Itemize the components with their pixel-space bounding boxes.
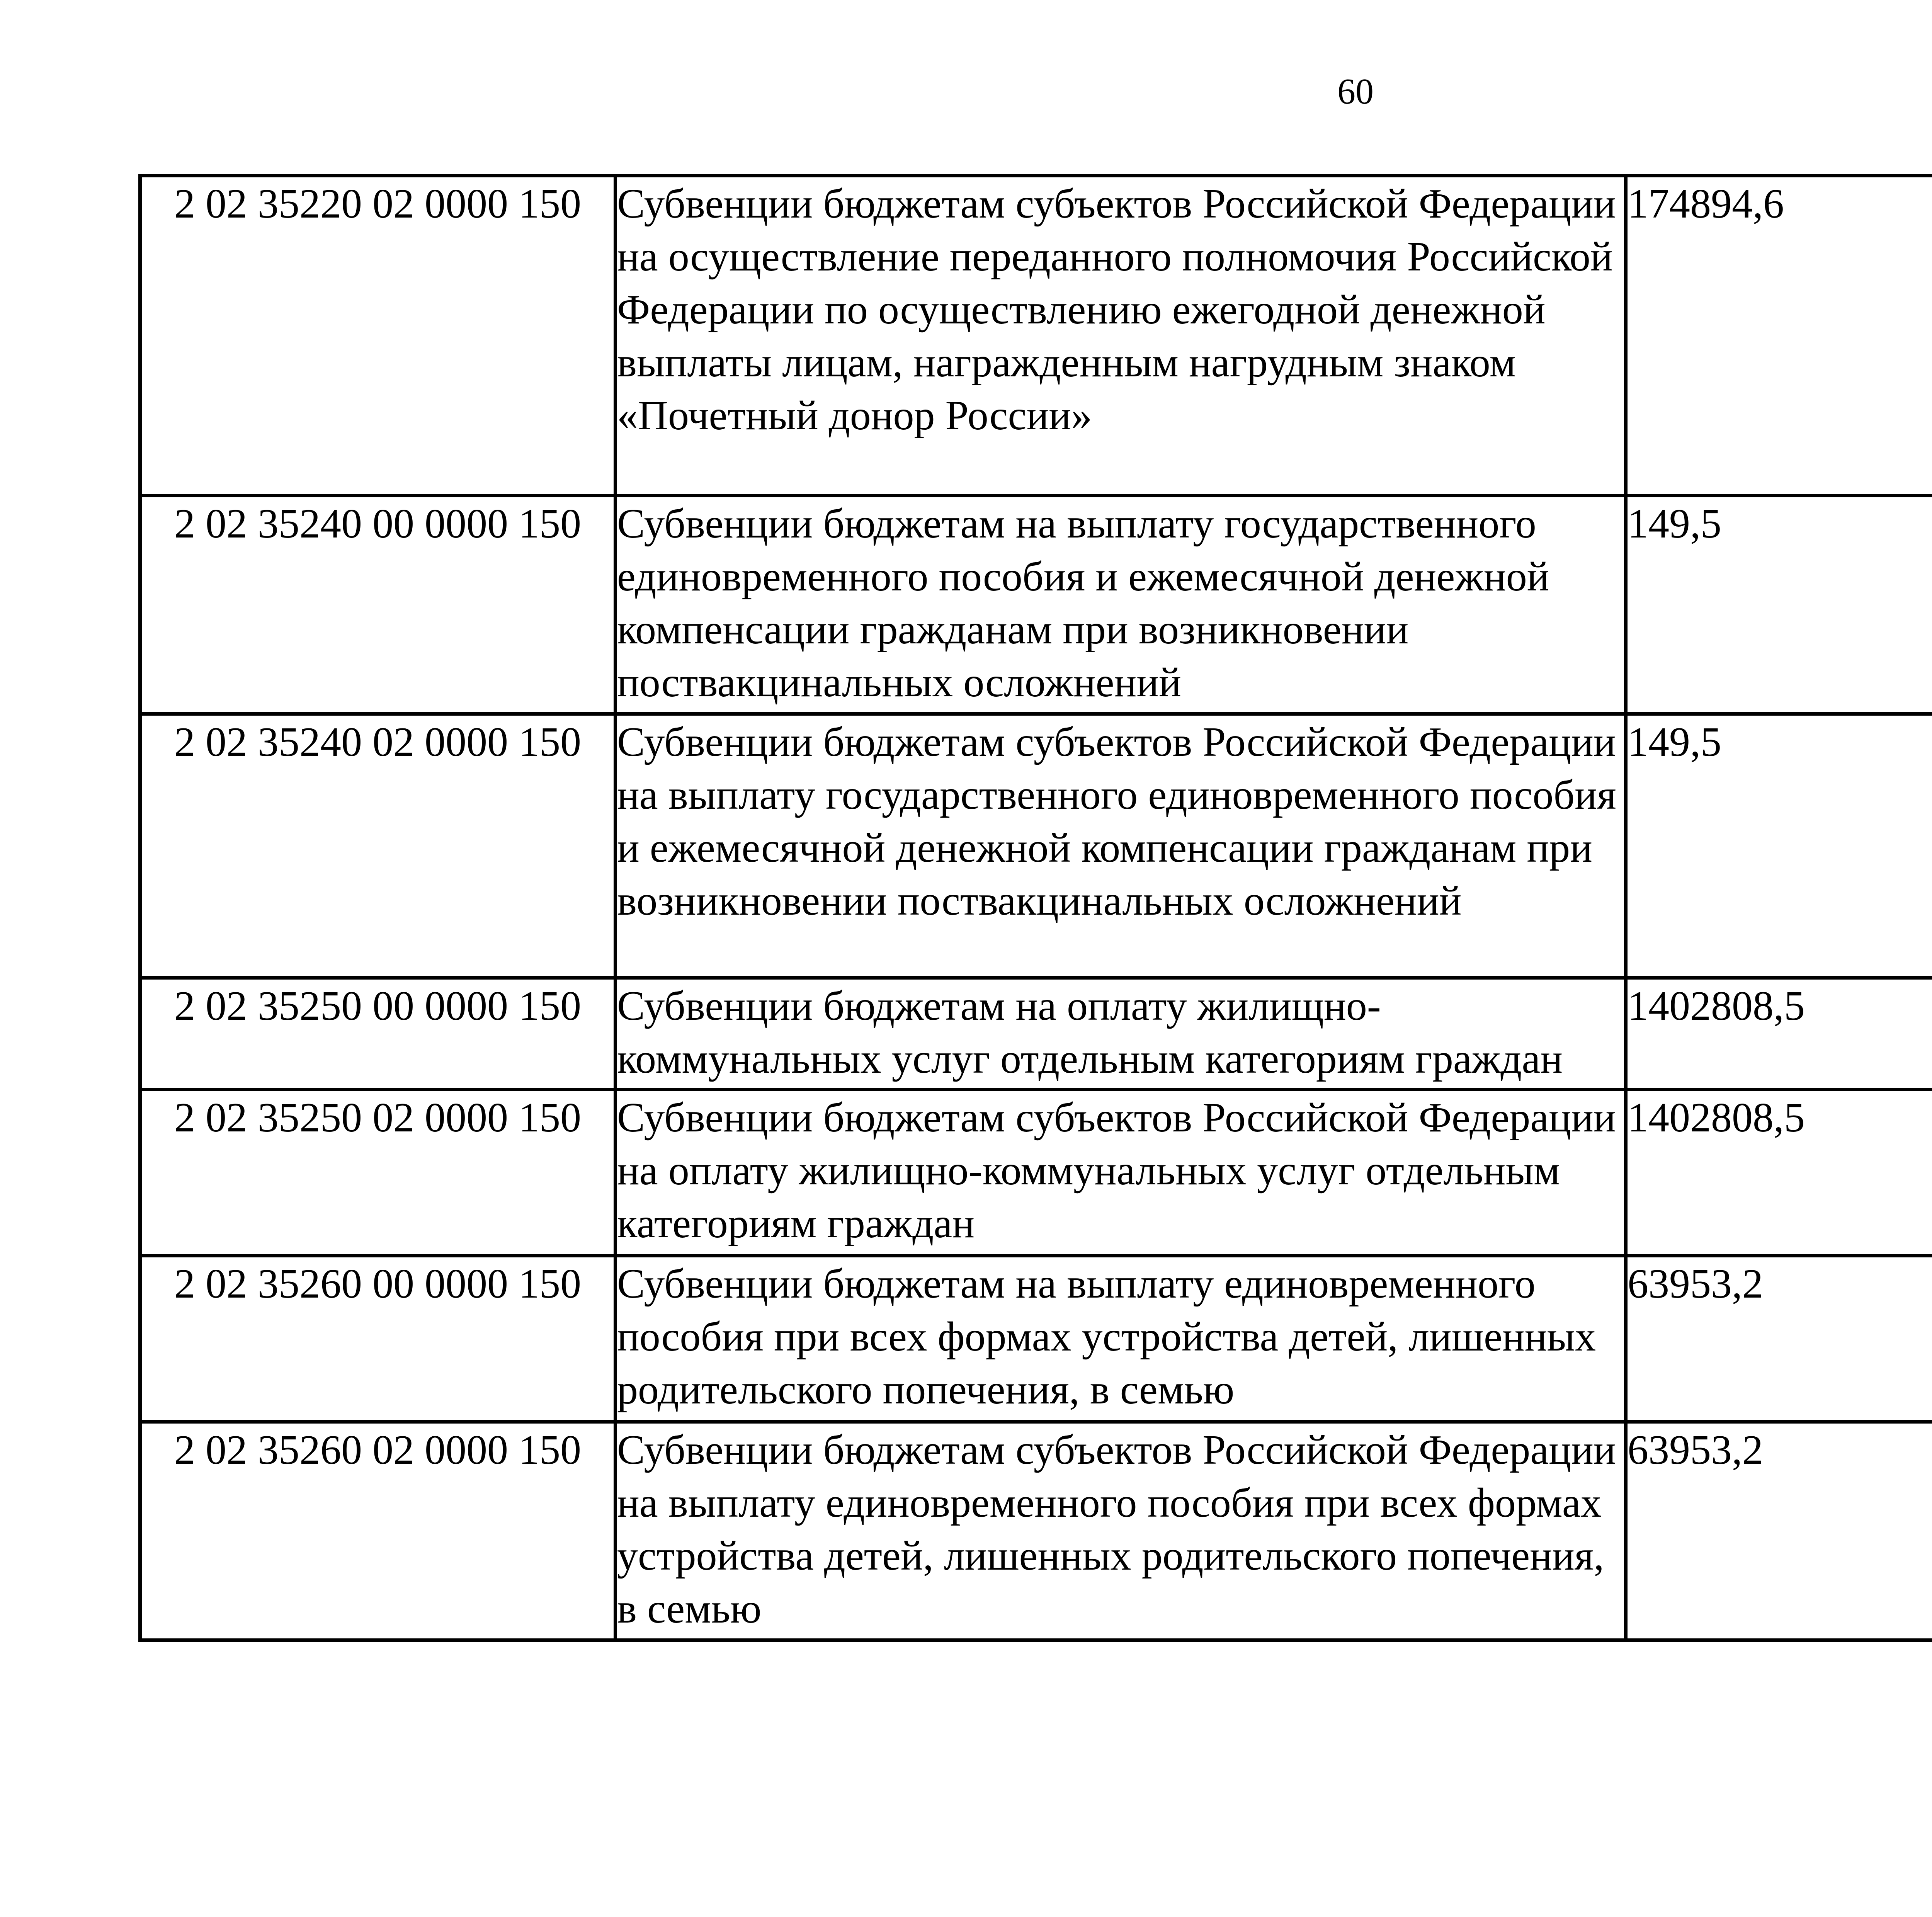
value-col-1: 174894,6 bbox=[1626, 176, 1932, 496]
row-description: Субвенции бюджетам на оплату жилищно-коммунальных услуг отдельным категориям граждан bbox=[616, 978, 1626, 1090]
value-col-1: 1402808,5 bbox=[1626, 978, 1932, 1090]
budget-code: 2 02 35220 02 0000 150 bbox=[140, 176, 616, 496]
page-number: 60 bbox=[1337, 71, 1374, 112]
budget-code: 2 02 35260 00 0000 150 bbox=[140, 1256, 616, 1422]
row-description: Субвенции бюджетам субъектов Российской Федерации на выплату единовременного пособия при всех формах устройства детей, лишенных родительского попечения, в семью bbox=[616, 1422, 1626, 1640]
value-col-1: 1402808,5 bbox=[1626, 1090, 1932, 1256]
table-row bbox=[140, 176, 1932, 496]
row-description: Субвенции бюджетам на выплату единовременного пособия при всех формах устройства детей, лишенных родительского попечения, в семью bbox=[616, 1256, 1626, 1422]
table-row bbox=[140, 496, 1932, 714]
value-col-1: 149,5 bbox=[1626, 496, 1932, 714]
table-row bbox=[140, 978, 1932, 1090]
table-row bbox=[140, 714, 1932, 978]
budget-code: 2 02 35240 02 0000 150 bbox=[140, 714, 616, 978]
value-col-1: 63953,2 bbox=[1626, 1256, 1932, 1422]
budget-table bbox=[138, 174, 1932, 1642]
row-description: Субвенции бюджетам субъектов Российской Федерации на осуществление переданного полномочия Российской Федерации по осуществлению ежегодной денежной выплаты лицам, награжденным нагрудным знаком «Почетный донор России» bbox=[616, 176, 1626, 496]
table-row bbox=[140, 1090, 1932, 1256]
row-description: Субвенции бюджетам субъектов Российской Федерации на оплату жилищно-коммунальных услуг отдельным категориям граждан bbox=[616, 1090, 1626, 1256]
budget-code: 2 02 35250 02 0000 150 bbox=[140, 1090, 616, 1256]
table-row bbox=[140, 1256, 1932, 1422]
budget-code: 2 02 35240 00 0000 150 bbox=[140, 496, 616, 714]
budget-code: 2 02 35250 00 0000 150 bbox=[140, 978, 616, 1090]
row-description: Субвенции бюджетам на выплату государственного единовременного пособия и ежемесячной денежной компенсации гражданам при возникновении поствакцинальных осложнений bbox=[616, 496, 1626, 714]
table-row bbox=[140, 1422, 1932, 1640]
value-col-1: 63953,2 bbox=[1626, 1422, 1932, 1640]
row-description: Субвенции бюджетам субъектов Российской Федерации на выплату государственного единовременного пособия и ежемесячной денежной компенсации гражданам при возникновении поствакцинальных осложнений bbox=[616, 714, 1626, 978]
budget-code: 2 02 35260 02 0000 150 bbox=[140, 1422, 616, 1640]
value-col-1: 149,5 bbox=[1626, 714, 1932, 978]
